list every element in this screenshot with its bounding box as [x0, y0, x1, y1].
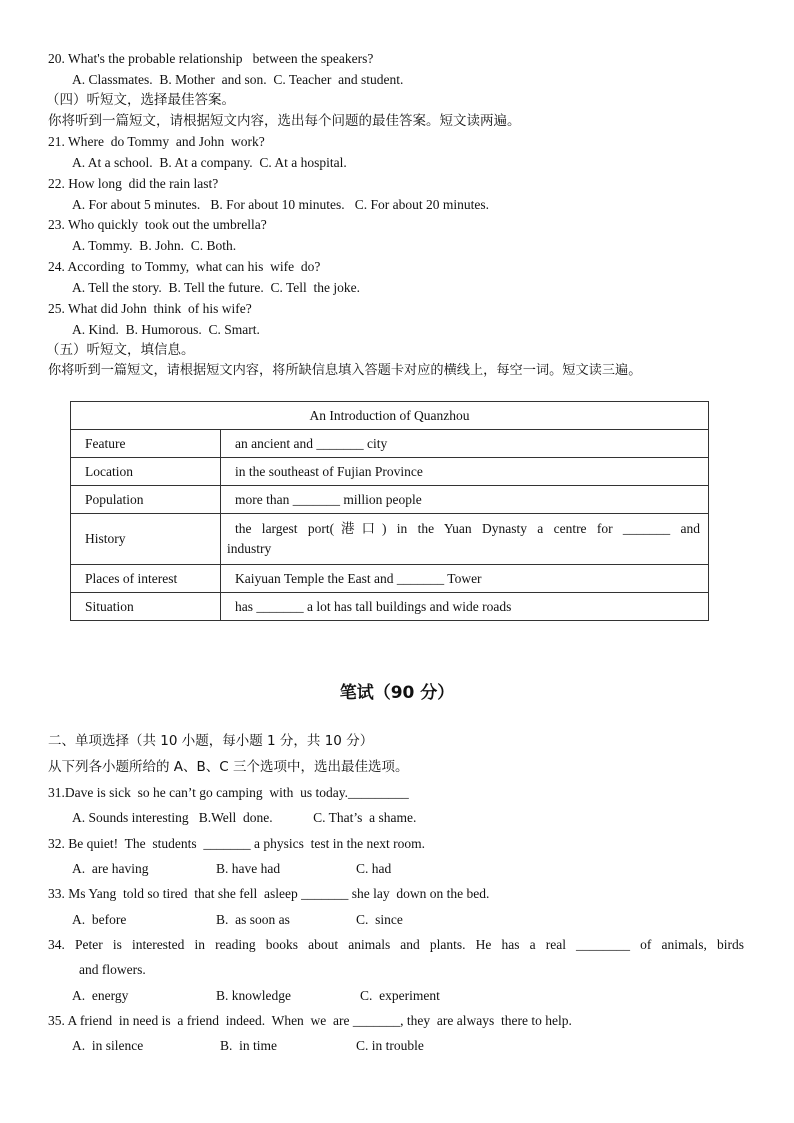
question-35-option-b: B. in time [220, 1038, 277, 1053]
question-33-option-c: C. since [356, 912, 403, 927]
table-row [71, 458, 709, 486]
history-line-1: the largest port(港口) in the Yuan Dynasty a centre for _______ and [235, 521, 700, 536]
question-32-option-c: C. had [356, 861, 392, 876]
section-4-instruction: 你将听到一篇短文，请根据短文内容，选出每个问题的最佳答案。短文读两遍。 [48, 113, 521, 129]
question-22: 22. How long did the rain last? [48, 176, 219, 191]
question-24: 24. According to Tommy, what can his wife do? [48, 259, 321, 274]
table-row-label: Population [71, 486, 221, 514]
history-line-2: industry [227, 541, 272, 556]
question-32-option-a: A. are having [72, 861, 149, 876]
question-25: 25. What did John think of his wife? [48, 301, 252, 316]
table-row-label: Feature [71, 430, 221, 458]
question-34-continuation: and flowers. [79, 962, 146, 977]
question-21: 21. Where do Tommy and John work? [48, 134, 265, 149]
table-title-row [71, 402, 709, 430]
table-row [71, 593, 709, 621]
question-32: 32. Be quiet! The students _______ a physics test in the next room. [48, 836, 425, 851]
question-20-options: A. Classmates. B. Mother and son. C. Teacher and student. [72, 72, 404, 87]
question-20: 20. What's the probable relationship between the speakers? [48, 51, 374, 66]
section-5-instruction: 你将听到一篇短文，请根据短文内容，将所缺信息填入答题卡对应的横线上，每空一词。短文读三遍。 [48, 363, 642, 378]
question-22-options: A. For about 5 minutes. B. For about 10 minutes. C. For about 20 minutes. [72, 197, 489, 212]
table-row-value: has _______ a lot has tall buildings and wide roads [221, 593, 709, 621]
question-31: 31.Dave is sick so he can’t go camping with us today._________ [48, 785, 409, 800]
table-row-value: in the southeast of Fujian Province [221, 458, 709, 486]
question-34: 34. Peter is interested in reading books about animals and plants. He has a real ________ of animals, birds [48, 937, 744, 952]
table-row-label: Places of interest [71, 565, 221, 593]
question-25-options: A. Kind. B. Humorous. C. Smart. [72, 322, 260, 337]
table-row [71, 514, 709, 565]
table-row-value: an ancient and _______ city [221, 430, 709, 458]
table-title: An Introduction of Quanzhou [71, 402, 709, 430]
question-35-option-a: A. in silence [72, 1038, 144, 1053]
section-5-heading: （五）听短文，填信息。 [46, 342, 195, 358]
question-35-option-c: C. in trouble [356, 1038, 424, 1053]
question-33-option-a: A. before [72, 912, 127, 927]
question-33-option-b: B. as soon as [216, 912, 290, 927]
table-row-value: Kaiyuan Temple the East and _______ Tower [221, 565, 709, 593]
question-34-option-a: A. energy [72, 988, 129, 1003]
quanzhou-info-table [70, 401, 709, 621]
table-row-label: Location [71, 458, 221, 486]
question-33: 33. Ms Yang told so tired that she fell asleep _______ she lay down on the bed. [48, 886, 490, 901]
question-35: 35. A friend in need is a friend indeed. When we are _______, they are always there to help. [48, 1013, 572, 1028]
section-2-heading: 二、单项选择（共 10 小题，每小题 1 分，共 10 分） [48, 733, 374, 749]
question-24-options: A. Tell the story. B. Tell the future. C. Tell the joke. [72, 280, 360, 295]
section-2-instruction: 从下列各小题所给的 A、B、C 三个选项中，选出最佳选项。 [48, 759, 409, 775]
question-32-option-b: B. have had [216, 861, 281, 876]
table-row [71, 430, 709, 458]
table-row-label: History [71, 514, 221, 565]
question-21-options: A. At a school. B. At a company. C. At a hospital. [72, 155, 347, 170]
section-4-heading: （四）听短文，选择最佳答案。 [46, 92, 235, 108]
question-31-options: A. Sounds interesting B.Well done. C. That’s a shame. [72, 810, 417, 825]
table-row-value [221, 514, 709, 565]
table-row-label: Situation [71, 593, 221, 621]
question-34-option-b: B. knowledge [216, 988, 291, 1003]
question-23-options: A. Tommy. B. John. C. Both. [72, 238, 237, 253]
table-row [71, 565, 709, 593]
table-row [71, 486, 709, 514]
question-34-option-c: C. experiment [360, 988, 440, 1003]
written-test-title: 笔试（90 分） [339, 683, 455, 703]
table-row-value: more than _______ million people [221, 486, 709, 514]
question-23: 23. Who quickly took out the umbrella? [48, 217, 267, 232]
